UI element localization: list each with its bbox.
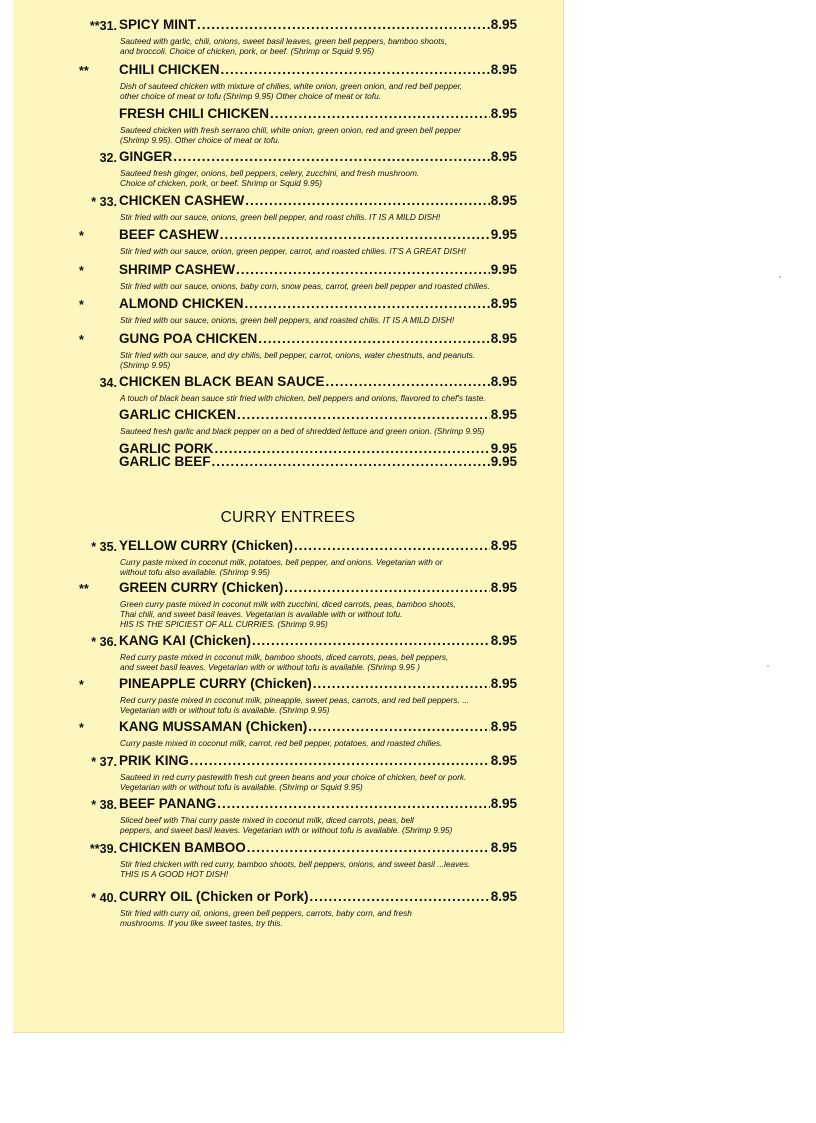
menu-item: [13, 719, 563, 748]
dot-leader: [173, 149, 489, 164]
item-line: [119, 580, 517, 595]
dot-leader: [190, 753, 490, 768]
menu-item-header: [13, 331, 563, 349]
item-name: KANG MUSSAMAN (Chicken): [119, 719, 308, 734]
menu-item-header: [13, 840, 563, 858]
menu-item-header: [13, 374, 563, 392]
item-number: * 35.: [91, 540, 117, 554]
description-line: Sauteed with garlic, chili, onions, sweet basil leaves, green bell peppers, bamboo shoots,: [120, 36, 447, 46]
item-description: [120, 246, 540, 256]
item-line: [119, 193, 517, 208]
item-number: *: [79, 721, 84, 735]
item-price: 8.95: [490, 106, 517, 121]
item-number: * 36.: [91, 635, 117, 649]
dot-leader: [258, 331, 489, 346]
description-line: and broccoli. Choice of chicken, pork, or beef. (Shrimp or Squid 9.95): [120, 46, 375, 56]
item-price: 9.95: [490, 441, 517, 456]
item-name: KANG KAI (Chicken): [119, 633, 252, 648]
menu-item-header: [13, 889, 563, 907]
dot-leader: [212, 454, 490, 469]
description-line: Stir fried with our sauce, onions, green bell peppers, and roasted chilis. IT IS A MILD DISH!: [120, 315, 455, 325]
description-line: peppers, and sweet basil leaves. Vegetarian with or without tofu is available. (Shrimp 9.95): [120, 825, 453, 835]
description-line: HIS IS THE SPICIEST OF ALL CURRIES. (Shrimp 9.95): [120, 619, 328, 629]
description-line: Sauteed in red curry pastewith fresh cut green beans and your choice of chicken, beef or pork.: [120, 772, 467, 782]
item-description: [120, 393, 540, 403]
description-line: mushrooms. If you like sweet tastes, try this.: [120, 918, 283, 928]
item-number: 32.: [99, 151, 117, 165]
item-name: CHICKEN CASHEW: [119, 193, 245, 208]
menu-item-header: [13, 62, 563, 80]
menu-item: [13, 753, 563, 792]
dot-leader: [237, 407, 490, 422]
item-description: [120, 426, 540, 436]
item-number: * 37.: [91, 755, 117, 769]
item-line: [119, 149, 517, 164]
item-price: 8.95: [490, 676, 517, 691]
dot-leader: [270, 106, 490, 121]
item-number: *: [79, 264, 84, 278]
menu-item: [13, 538, 563, 577]
item-price: 8.95: [490, 149, 517, 164]
dot-leader: [197, 17, 490, 32]
item-line: [119, 676, 517, 691]
menu-page: [13, 0, 564, 1033]
item-description: [120, 81, 540, 101]
item-price: 8.95: [490, 840, 517, 855]
item-price: 8.95: [490, 633, 517, 648]
menu-item: [13, 889, 563, 928]
item-line: [119, 17, 517, 32]
item-line: [119, 840, 517, 855]
item-line: [119, 374, 517, 389]
menu-item-header: [13, 676, 563, 694]
menu-item-header: [13, 17, 563, 35]
item-price: 8.95: [490, 796, 517, 811]
item-price: 8.95: [490, 17, 517, 32]
item-description: [120, 350, 540, 370]
item-description: [120, 652, 540, 672]
scan-speck: [767, 665, 769, 667]
item-price: 8.95: [490, 580, 517, 595]
item-number: *: [79, 678, 84, 692]
menu-item: [13, 580, 563, 629]
item-price: 9.95: [490, 454, 517, 469]
item-number: **31.: [89, 19, 117, 33]
description-line: Vegetarian with or without tofu is available. (Shrimp 9.95): [120, 705, 330, 715]
dot-leader: [236, 262, 490, 277]
menu-item-header: [13, 106, 563, 124]
item-description: [120, 695, 540, 715]
section-title: CURRY ENTREES: [220, 509, 356, 526]
item-line: [119, 796, 517, 811]
item-number: * 38.: [91, 798, 117, 812]
item-number: *: [79, 298, 84, 312]
item-description: [120, 212, 540, 222]
menu-item-header: [13, 719, 563, 737]
item-price: 8.95: [490, 62, 517, 77]
description-line: Stir fried with our sauce, onions, baby corn, snow peas, carrot, green bell pepper and roasted chilies.: [120, 281, 490, 291]
item-price: 8.95: [490, 331, 517, 346]
menu-item-header: [13, 538, 563, 556]
description-line: Stir fried with our sauce, onions, green bell pepper, and roast chilis. IT IS A MILD DISH!: [120, 212, 441, 222]
item-price: 8.95: [490, 407, 517, 422]
item-name: GARLIC PORK: [119, 441, 214, 456]
description-line: Green curry paste mixed in coconut milk with zucchini, diced carrots, peas, bamboo shoots,: [120, 599, 456, 609]
description-line: (Shrimp 9.95): [120, 360, 171, 370]
menu-item: [13, 633, 563, 672]
description-line: A touch of black bean sauce stir fried with chicken, bell peppers and onions, flavored to chef's taste.: [120, 393, 486, 403]
item-number: **39.: [89, 842, 117, 856]
item-price: 9.95: [490, 262, 517, 277]
item-name: SPICY MINT: [119, 17, 197, 32]
item-price: 8.95: [490, 538, 517, 553]
dot-leader: [308, 719, 489, 734]
description-line: Vegetarian with or without tofu is available. (Shrimp or Squid 9.95): [120, 782, 363, 792]
item-description: [120, 738, 540, 748]
item-price: 8.95: [490, 719, 517, 734]
menu-item: [13, 62, 563, 101]
item-price: 8.95: [490, 374, 517, 389]
item-name: GARLIC BEEF: [119, 454, 211, 469]
item-description: [120, 599, 540, 629]
menu-item: [13, 296, 563, 325]
item-price: 8.95: [490, 753, 517, 768]
description-line: Dish of sauteed chicken with mixture of chilies, white onion, green onion, and red bell pepper,: [120, 81, 463, 91]
item-number: *: [79, 229, 84, 243]
dot-leader: [247, 840, 490, 855]
item-description: [120, 168, 540, 188]
dot-leader: [310, 889, 490, 904]
menu-item-header: [13, 407, 563, 425]
item-name: FRESH CHILI CHICKEN: [119, 106, 270, 121]
item-description: [120, 125, 540, 145]
description-line: Stir fried with curry oil, onions, green bell peppers, carrots, baby corn, and fresh: [120, 908, 412, 918]
item-line: [119, 753, 517, 768]
item-description: [120, 815, 540, 835]
menu-item: [13, 193, 563, 222]
description-line: Sliced beef with Thai curry paste mixed in coconut milk, diced carrots, peas, bell: [120, 815, 414, 825]
description-line: Stir fried with our sauce, onion, green pepper, carrot, and roasted chilies. IT'S A GREAT DISH!: [120, 246, 466, 256]
description-line: Choice of chicken, pork, or beef. Shrimp or Squid 9.95): [120, 178, 322, 188]
description-line: Stir fried chicken with red curry, bamboo shoots, bell peppers, onions, and sweet basil ...leaves.: [120, 859, 471, 869]
dot-leader: [221, 62, 490, 77]
description-line: Stir fried with our sauce, and dry chilis, bell pepper, carrot, onions, water chestnuts, and peanuts.: [120, 350, 476, 360]
description-line: and sweet basil leaves. Vegetarian with or without tofu is available. (Shrimp 9.95 ): [120, 662, 420, 672]
description-line: other choice of meat or tofu (Shrimp 9.95) Other choice of meat or tofu.: [120, 91, 382, 101]
description-line: Red curry paste mixed in coconut milk, bamboo shoots, diced carrots, peas, bell peppers,: [120, 652, 449, 662]
item-name: PRIK KING: [119, 753, 189, 768]
item-price: 8.95: [490, 296, 517, 311]
menu-item: [13, 17, 563, 56]
dot-leader: [294, 538, 490, 553]
dot-leader: [284, 580, 489, 595]
menu-item-header: [13, 796, 563, 814]
item-line: [119, 454, 517, 469]
dot-leader: [313, 676, 490, 691]
description-line: Sauteed chicken with fresh serrano chili, white onion, green onion, red and green bell pepper: [120, 125, 461, 135]
description-line: Sauteed fresh garlic and black pepper on a bed of shredded lettuce and green onion. (Shrimp 9.95): [120, 426, 485, 436]
menu-item-header: [13, 193, 563, 211]
menu-item: [13, 840, 563, 879]
item-line: [119, 106, 517, 121]
menu-item-header: [13, 753, 563, 771]
item-price: 8.95: [490, 889, 517, 904]
item-description: [120, 908, 540, 928]
dot-leader: [252, 633, 490, 648]
item-description: [120, 36, 540, 56]
menu-item: [13, 331, 563, 370]
dot-leader: [326, 374, 490, 389]
dot-leader: [220, 227, 490, 242]
description-line: THIS IS A GOOD HOT DISH!: [120, 869, 229, 879]
item-number: *: [79, 333, 84, 347]
item-number: **: [79, 64, 89, 78]
menu-item: [13, 454, 563, 472]
item-name: CHICKEN BAMBOO: [119, 840, 246, 855]
dot-leader: [217, 796, 489, 811]
item-name: CHICKEN BLACK BEAN SAUCE: [119, 374, 325, 389]
item-name: GARLIC CHICKEN: [119, 407, 236, 422]
description-line: Curry paste mixed in coconut milk, potatoes, bell pepper, and onions. Vegetarian with or: [120, 557, 443, 567]
dot-leader: [245, 193, 489, 208]
description-line: Thai chili, and sweet basil leaves. Vegetarian is available with or without tofu.: [120, 609, 403, 619]
menu-item: [13, 227, 563, 256]
item-line: [119, 633, 517, 648]
item-line: [119, 296, 517, 311]
menu-item-header: [13, 580, 563, 598]
item-description: [120, 315, 540, 325]
menu-item: [13, 676, 563, 715]
item-name: SHRIMP CASHEW: [119, 262, 236, 277]
item-line: [119, 62, 517, 77]
description-line: Sauteed fresh ginger, onions, bell peppers, celery, zucchini, and fresh mushroom.: [120, 168, 420, 178]
item-line: [119, 331, 517, 346]
menu-item-header: [13, 633, 563, 651]
description-line: (Shrimp 9.95). Other choice of meat or tofu.: [120, 135, 281, 145]
item-line: [119, 889, 517, 904]
description-line: Red curry paste mixed in coconut milk, pineapple, sweet peas, carrots, and red bell peppers. ...: [120, 695, 470, 705]
item-price: 8.95: [490, 193, 517, 208]
menu-item: [13, 407, 563, 436]
item-number: 34.: [99, 376, 117, 390]
item-name: PINEAPPLE CURRY (Chicken): [119, 676, 312, 691]
item-number: * 40.: [91, 891, 117, 905]
menu-item-header: [13, 454, 563, 472]
menu-item: [13, 374, 563, 403]
item-line: [119, 719, 517, 734]
description-line: without tofu also available. (Shrimp 9.95): [120, 567, 270, 577]
item-description: [120, 557, 540, 577]
item-price: 9.95: [490, 227, 517, 242]
item-description: [120, 859, 540, 879]
item-name: BEEF PANANG: [119, 796, 217, 811]
item-name: YELLOW CURRY (Chicken): [119, 538, 294, 553]
menu-item-header: [13, 262, 563, 280]
item-line: [119, 227, 517, 242]
item-name: CURRY OIL (Chicken or Pork): [119, 889, 309, 904]
menu-item: [13, 262, 563, 291]
item-line: [119, 538, 517, 553]
item-number: **: [79, 582, 89, 596]
item-name: CHILI CHICKEN: [119, 62, 220, 77]
item-name: ALMOND CHICKEN: [119, 296, 244, 311]
item-name: BEEF CASHEW: [119, 227, 219, 242]
item-name: GREEN CURRY (Chicken): [119, 580, 284, 595]
menu-item-header: [13, 296, 563, 314]
dot-leader: [245, 296, 490, 311]
description-line: Curry paste mixed in coconut milk, carrot, red bell pepper, potatoes, and roasted chilies.: [120, 738, 443, 748]
item-description: [120, 281, 540, 291]
menu-item-header: [13, 149, 563, 167]
item-description: [120, 772, 540, 792]
item-line: [119, 407, 517, 422]
scan-speck: [779, 276, 781, 278]
item-line: [119, 262, 517, 277]
menu-item: [13, 149, 563, 188]
menu-item-header: [13, 227, 563, 245]
menu-item: [13, 106, 563, 145]
item-name: GINGER: [119, 149, 173, 164]
item-name: GUNG POA CHICKEN: [119, 331, 258, 346]
menu-item: [13, 796, 563, 835]
item-number: * 33.: [91, 195, 117, 209]
